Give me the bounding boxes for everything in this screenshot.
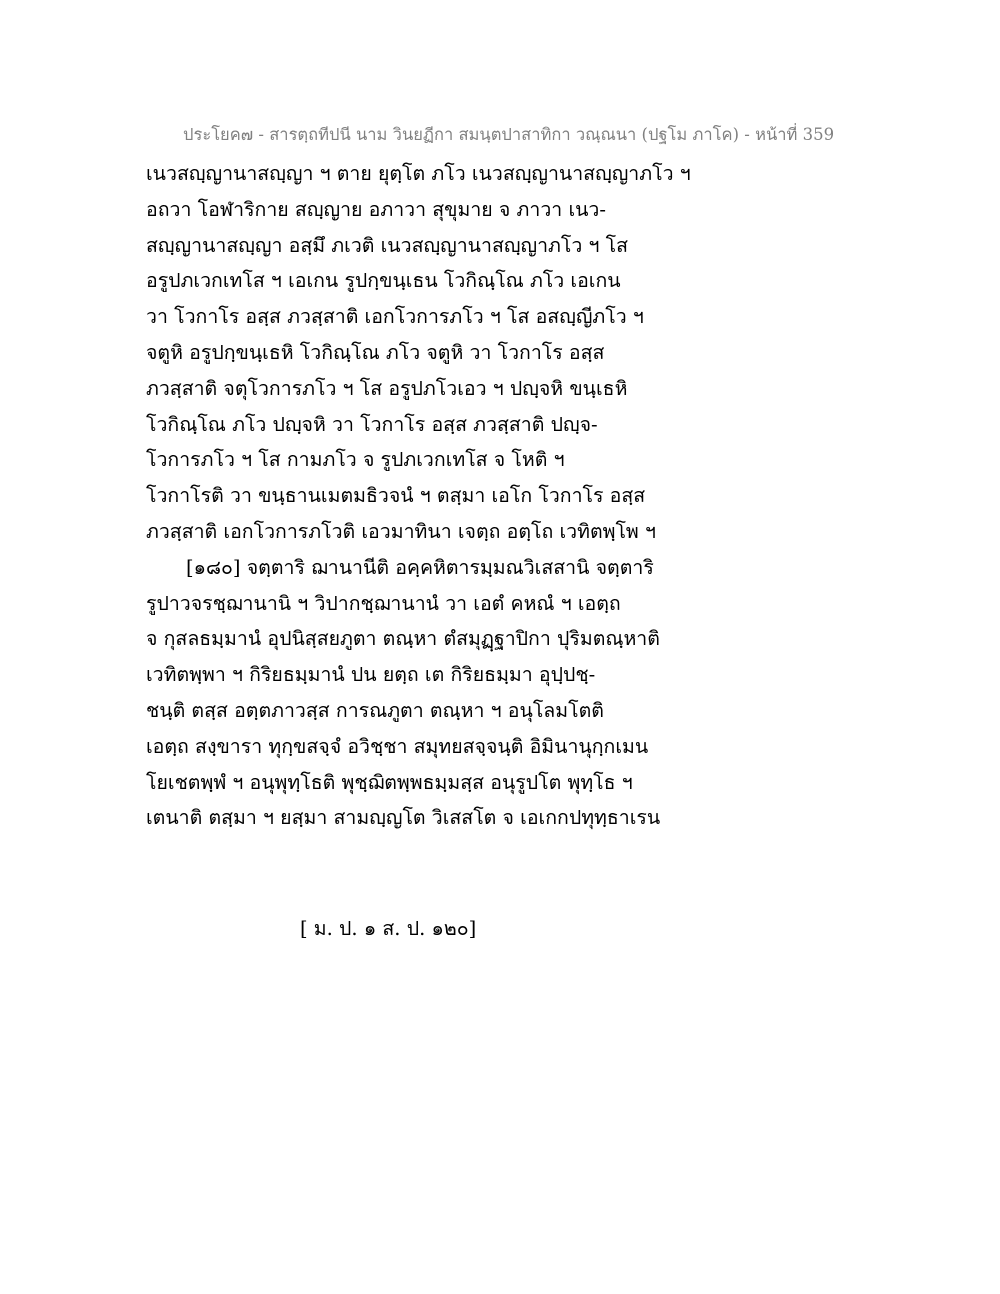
page-header: ประโยค๗ - สารตฺถทีปนี นาม วินยฏีกา สมนฺตปาสาทิกา วณฺณนา (ปฐโม ภาโค) - หน้าที่ 359 xyxy=(183,125,835,144)
text-line: อรูปภเวกเทโส ฯ เอเกน รูปกฺขนฺเธน โวกิณฺโณ ภโว เอเกน xyxy=(146,269,621,293)
text-line: วา โวกาโร อสฺส ภวสฺสาติ เอกโวการภโว ฯ โส อสญฺญีภโว ฯ xyxy=(146,305,644,329)
text-line: โวกิณฺโณ ภโว ปญฺจหิ วา โวกาโร อสฺส ภวสฺสาติ ปญฺจ- xyxy=(146,412,598,436)
text-line: อถวา โอฬาริกาย สญฺญาย อภาวา สุขุมาย จ ภาวา เนว- xyxy=(146,197,606,221)
text-line: จ กุสลธมฺมานํ อุปนิสฺสยภูตา ตณฺหา ตํสมุฏฺฐาปิกา ปุริมตณฺหาติ xyxy=(146,627,660,651)
text-line: โวกาโรติ วา ขนฺธานเมตมธิวจนํ ฯ ตสฺมา เอโก โวกาโร อสฺส xyxy=(146,484,646,508)
text-line: จตูหิ อรูปกฺขนฺเธหิ โวกิณฺโณ ภโว จตูหิ วา โวกาโร อสฺส xyxy=(146,340,605,364)
source-citation: [ ม. ป. ๑ ส. ป. ๑๒๐] xyxy=(300,917,477,940)
paragraph-start-line: [๑๘๐] จตฺตาริ ฌานานีติ อคฺคหิตารมฺมณวิเสสานิ จตฺตาริ xyxy=(186,555,654,579)
text-line: เนวสญฺญานาสญฺญา ฯ ตาย ยุตฺโต ภโว เนวสญฺญานาสญฺญาภโว ฯ xyxy=(146,162,691,185)
text-line: ชนฺติ ตสฺส อตฺตภาวสฺส การณภูตา ตณฺหา ฯ อนุโลมโตติ xyxy=(146,698,604,722)
text-line: โวการภโว ฯ โส กามภโว จ รูปภเวกเทโส จ โหติ ฯ xyxy=(146,448,565,472)
text-line: เตนาติ ตสฺมา ฯ ยสฺมา สามญฺญโต วิเสสโต จ เอเกกปทุทฺธาเรน xyxy=(146,806,661,830)
text-line: เอตฺถ สงฺขารา ทุกฺขสจฺจํ อวิชฺชา สมุทยสจฺจนฺติ อิมินานุกฺกเมน xyxy=(146,734,649,758)
text-line: เวทิตพฺพา ฯ กิริยธมฺมานํ ปน ยตฺถ เต กิริยธมฺมา อุปฺปชฺ- xyxy=(146,663,596,687)
text-line: รูปาวจรชฺฌานานิ ฯ วิปากชฺฌานานํ วา เอตํ คหณํ ฯ เอตฺถ xyxy=(146,591,621,615)
text-line: ภวสฺสาติ จตุโวการภโว ฯ โส อรูปภโวเอว ฯ ปญฺจหิ ขนฺเธหิ xyxy=(146,376,628,400)
text-line: ภวสฺสาติ เอกโวการภโวติ เอวมาทินา เจตฺถ อตฺโถ เวทิตพฺโพ ฯ xyxy=(146,519,656,543)
text-line: สญฺญานาสญฺญา อสฺมึ ภเวติ เนวสญฺญานาสญฺญาภโว ฯ โส xyxy=(146,233,629,257)
text-line: โยเชตพฺพํ ฯ อนุพุทฺโธติ พุชฺฌิตพฺพธมฺมสฺส อนุรูปโต พุทฺโธ ฯ xyxy=(146,770,633,794)
body-text xyxy=(146,156,691,836)
